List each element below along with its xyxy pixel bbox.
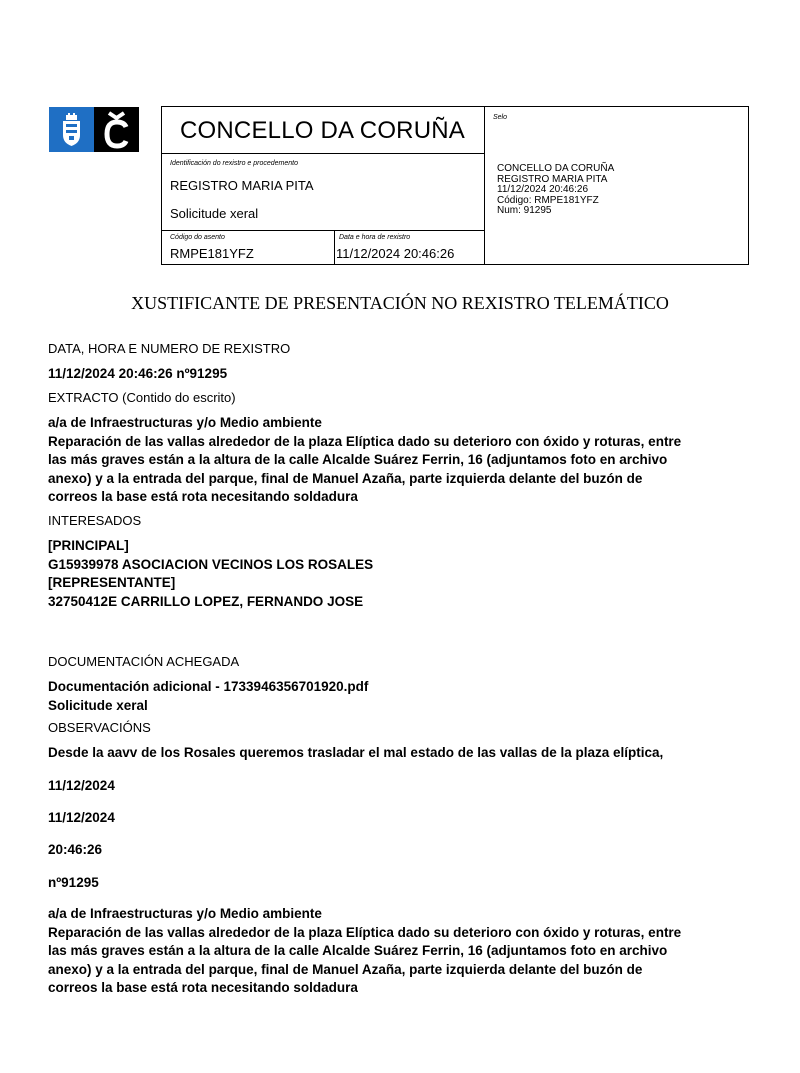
letter-c-icon (94, 107, 139, 152)
interesado-line: [REPRESENTANTE] (48, 575, 176, 590)
attachment-item: Documentación adicional - 1733946356701920.pdf (48, 679, 369, 694)
registry-name: REGISTRO MARIA PITA (170, 178, 314, 193)
concello-logo (49, 107, 139, 152)
extracto-repeat-text (48, 905, 768, 998)
extracto-line: Reparación de las vallas alrededor de la plaza Elíptica dado su deterioro con óxido y roturas, entre (48, 924, 682, 940)
date-value: 11/12/2024 (48, 778, 115, 793)
asento-label: Código do asento (170, 234, 225, 241)
extracto-line: las más graves están a la altura de la calle Alcalde Suárez Ferrin, 16 (adjuntamos foto en archivo (48, 452, 668, 467)
datetime-value: 11/12/2024 20:46:26 (336, 246, 455, 261)
registry-id-label: Identificación do rexistro e procedemento (170, 160, 299, 167)
interesado-line: 32750412E CARRILLO LOPEZ, FERNANDO JOSE (48, 593, 364, 609)
sello-line: 11/12/2024 20:46:26 (497, 184, 589, 195)
document-title: XUSTIFICANTE DE PRESENTACIÓN NO REXISTRO TELEMÁTICO (131, 293, 669, 313)
procedure-name: Solicitude xeral (170, 206, 259, 221)
extracto-line: Reparación de las vallas alrededor de la plaza Elíptica dado su deterioro con óxido y roturas, entre (48, 433, 682, 449)
data-section-label: DATA, HORA E NUMERO DE REXISTRO (48, 341, 291, 356)
sello-stamp (497, 164, 614, 217)
extracto-label: EXTRACTO (Contido do escrito) (48, 390, 236, 405)
sello-line: REGISTRO MARIA PITA (497, 173, 608, 185)
documentacion-list (48, 678, 768, 715)
org-name: CONCELLO DA CORUÑA (180, 117, 465, 144)
sello-line: Código: RMPE181YFZ (497, 194, 599, 206)
registry-number: nº91295 (48, 875, 99, 890)
datetime-label: Data e hora de rexistro (339, 234, 411, 241)
interesado-line: G15939978 ASOCIACION VECINOS LOS ROSALES (48, 556, 374, 572)
registry-header-box (161, 106, 749, 265)
extracto-line: a/a de Infraestructuras y/o Medio ambiente (48, 906, 322, 921)
extracto-line: correos la base está rota necesitando soldadura (48, 980, 358, 995)
extracto-line: correos la base está rota necesitando soldadura (48, 489, 358, 504)
date-value: 11/12/2024 (48, 810, 115, 825)
asento-value: RMPE181YFZ (170, 246, 254, 261)
observacions-value: Desde la aavv de los Rosales queremos trasladar el mal estado de las vallas de la plaza elíptica, (48, 745, 664, 760)
interesado-line: [PRINCIPAL] (48, 538, 129, 553)
extracto-line: las más graves están a la altura de la calle Alcalde Suárez Ferrin, 16 (adjuntamos foto en archivo (48, 943, 668, 958)
sello-line: CONCELLO DA CORUÑA (497, 163, 615, 174)
extracto-line: anexo) y a la entrada del parque, final de Manuel Azaña, parte izquierda delante del buzón de (48, 470, 643, 486)
data-section-value: 11/12/2024 20:46:26 nº91295 (48, 366, 228, 381)
sello-line: Num: 91295 (497, 205, 552, 216)
interesados-label: INTERESADOS (48, 513, 142, 528)
coat-of-arms-icon (49, 107, 94, 152)
time-value: 20:46:26 (48, 842, 103, 857)
interesados-list (48, 537, 768, 611)
attachment-item: Solicitude xeral (48, 697, 148, 713)
observacions-label: OBSERVACIÓNS (48, 720, 151, 735)
extracto-line: a/a de Infraestructuras y/o Medio ambiente (48, 415, 322, 430)
sello-label: Selo (493, 114, 508, 121)
documentacion-label: DOCUMENTACIÓN ACHEGADA (48, 654, 240, 669)
extracto-line: anexo) y a la entrada del parque, final de Manuel Azaña, parte izquierda delante del buzón de (48, 961, 643, 977)
extracto-text (48, 414, 768, 507)
